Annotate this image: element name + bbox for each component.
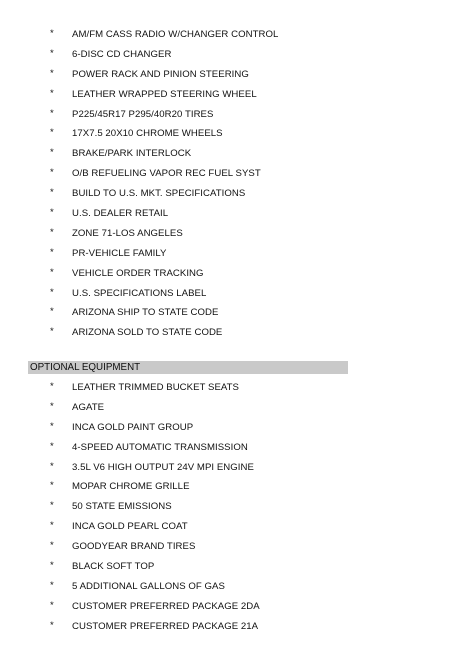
list-item bbox=[0, 206, 456, 226]
list-item bbox=[0, 539, 456, 559]
item-text: 17X7.5 20X10 CHROME WHEELS bbox=[72, 128, 223, 140]
list-item bbox=[0, 420, 456, 440]
item-text: 50 STATE EMISSIONS bbox=[72, 501, 172, 513]
list-item bbox=[0, 619, 456, 639]
list-item bbox=[0, 579, 456, 599]
item-text: AM/FM CASS RADIO W/CHANGER CONTROL bbox=[72, 29, 279, 40]
bullet-marker: * bbox=[50, 500, 54, 512]
item-text: 5 ADDITIONAL GALLONS OF GAS bbox=[72, 580, 225, 592]
list-item bbox=[0, 499, 456, 519]
item-text: CUSTOMER PREFERRED PACKAGE 21A bbox=[72, 620, 259, 632]
bullet-marker: * bbox=[50, 400, 54, 412]
list-item bbox=[0, 460, 456, 480]
list-item bbox=[0, 166, 456, 186]
list-item bbox=[0, 559, 456, 579]
list-item bbox=[0, 47, 456, 67]
item-text: BUILD TO U.S. MKT. SPECIFICATIONS bbox=[72, 188, 246, 200]
item-text: U.S. DEALER RETAIL bbox=[72, 208, 169, 220]
bullet-marker: * bbox=[50, 87, 54, 99]
list-item bbox=[0, 479, 456, 499]
bullet-marker: * bbox=[50, 167, 54, 179]
item-text: VEHICLE ORDER TRACKING bbox=[72, 267, 204, 279]
item-text: 6-DISC CD CHANGER bbox=[72, 48, 172, 60]
bullet-marker: * bbox=[50, 540, 54, 552]
list-item bbox=[0, 519, 456, 539]
item-text: LEATHER TRIMMED BUCKET SEATS bbox=[72, 382, 240, 393]
bullet-marker: * bbox=[50, 147, 54, 159]
bullet-marker: * bbox=[50, 599, 54, 611]
bullet-marker: * bbox=[50, 187, 54, 199]
item-text: INCA GOLD PEARL COAT bbox=[72, 521, 188, 533]
bullet-marker: * bbox=[50, 226, 54, 238]
bullet-marker: * bbox=[50, 47, 54, 59]
list-item bbox=[0, 325, 456, 345]
item-text: P225/45R17 P295/40R20 TIRES bbox=[72, 108, 214, 120]
bullet-marker: * bbox=[50, 266, 54, 278]
list-item bbox=[0, 246, 456, 266]
bullet-marker: * bbox=[50, 480, 54, 492]
standard-equipment-list bbox=[0, 27, 456, 345]
list-item bbox=[0, 186, 456, 206]
item-text: POWER RACK AND PINION STEERING bbox=[72, 68, 249, 80]
bullet-marker: * bbox=[50, 520, 54, 532]
bullet-marker: * bbox=[50, 381, 54, 392]
list-item bbox=[0, 380, 456, 400]
list-item bbox=[0, 400, 456, 420]
list-item bbox=[0, 146, 456, 166]
bullet-marker: * bbox=[50, 619, 54, 631]
item-text: INCA GOLD PAINT GROUP bbox=[72, 421, 194, 433]
list-item bbox=[0, 27, 456, 47]
bullet-marker: * bbox=[50, 326, 54, 338]
item-text: CUSTOMER PREFERRED PACKAGE 2DA bbox=[72, 600, 260, 612]
list-item bbox=[0, 440, 456, 460]
item-text: U.S. SPECIFICATIONS LABEL bbox=[72, 287, 207, 299]
item-text: LEATHER WRAPPED STEERING WHEEL bbox=[72, 88, 257, 100]
bullet-marker: * bbox=[50, 286, 54, 298]
bullet-marker: * bbox=[50, 306, 54, 318]
list-item bbox=[0, 266, 456, 286]
item-text: ARIZONA SOLD TO STATE CODE bbox=[72, 327, 223, 339]
bullet-marker: * bbox=[50, 107, 54, 119]
bullet-marker: * bbox=[50, 67, 54, 79]
bullet-marker: * bbox=[50, 460, 54, 472]
list-item bbox=[0, 67, 456, 87]
optional-equipment-list bbox=[0, 380, 456, 639]
list-item bbox=[0, 599, 456, 619]
item-text: PR-VEHICLE FAMILY bbox=[72, 247, 167, 259]
item-text: 3.5L V6 HIGH OUTPUT 24V MPI ENGINE bbox=[72, 461, 254, 473]
bullet-marker: * bbox=[50, 440, 54, 452]
bullet-marker: * bbox=[50, 207, 54, 219]
bullet-marker: * bbox=[50, 28, 54, 39]
bullet-marker: * bbox=[50, 246, 54, 258]
list-item bbox=[0, 286, 456, 306]
item-text: GOODYEAR BRAND TIRES bbox=[72, 541, 196, 553]
item-text: 4-SPEED AUTOMATIC TRANSMISSION bbox=[72, 441, 248, 453]
item-text: O/B REFUELING VAPOR REC FUEL SYST bbox=[72, 168, 261, 180]
item-text: ARIZONA SHIP TO STATE CODE bbox=[72, 307, 219, 319]
item-text: MOPAR CHROME GRILLE bbox=[72, 481, 190, 493]
list-item bbox=[0, 226, 456, 246]
bullet-marker: * bbox=[50, 560, 54, 572]
bullet-marker: * bbox=[50, 127, 54, 139]
bullet-marker: * bbox=[50, 420, 54, 432]
item-text: ZONE 71-LOS ANGELES bbox=[72, 227, 183, 239]
list-item bbox=[0, 305, 456, 325]
list-item bbox=[0, 126, 456, 146]
item-text: BLACK SOFT TOP bbox=[72, 561, 155, 573]
item-text: AGATE bbox=[72, 401, 105, 413]
list-item bbox=[0, 107, 456, 127]
optional-equipment-header: OPTIONAL EQUIPMENT bbox=[28, 361, 348, 374]
list-item bbox=[0, 87, 456, 107]
bullet-marker: * bbox=[50, 579, 54, 591]
item-text: BRAKE/PARK INTERLOCK bbox=[72, 148, 192, 160]
